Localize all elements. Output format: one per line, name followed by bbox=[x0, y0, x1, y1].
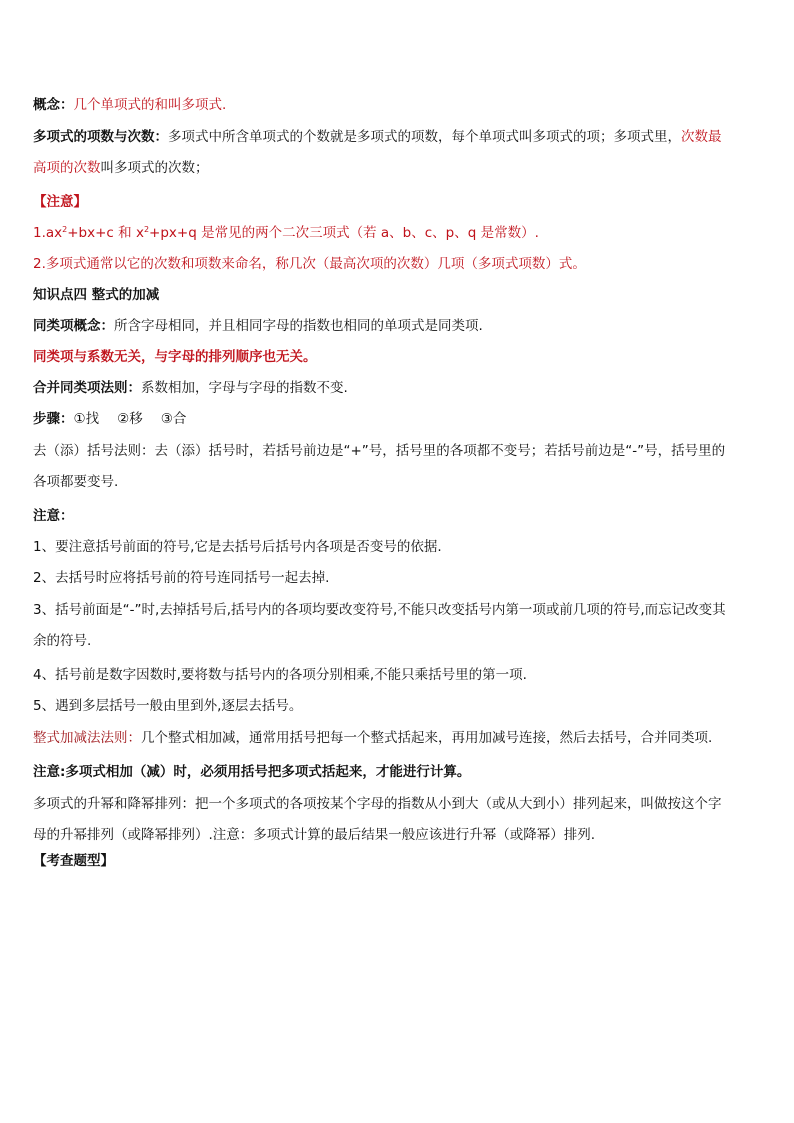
terms-degree-label: 多项式的项数与次数： bbox=[33, 129, 168, 145]
attention-item-4: 4、括号前是数字因数时,要将数与括号内的各项分别相乘,不能只乘括号里的第一项. bbox=[33, 667, 527, 683]
note1-prefix: 1. bbox=[33, 225, 46, 241]
exam-types-header-line bbox=[33, 851, 730, 871]
add-sub-rule-label: 整式加减法法则： bbox=[33, 730, 141, 746]
combine-rule-text: 系数相加，字母与字母的指数不变. bbox=[141, 380, 348, 396]
step-3: ③合 bbox=[160, 411, 187, 427]
like-terms-note: 同类项与系数无关，与字母的排列顺序也无关。 bbox=[33, 349, 317, 365]
note1-and: 和 bbox=[113, 225, 136, 241]
attention-item-3: 3、括号前面是“-”时,去掉括号后,括号内的各项均要改变符号,不能只改变括号内第一项或前几项的符号,而忘记改变其余的符号. bbox=[33, 602, 726, 649]
note-header-line bbox=[33, 192, 730, 212]
note1-expr1-sup: 2 bbox=[62, 225, 68, 234]
attention-item-5: 5、遇到多层括号一般由里到外,逐层去括号。 bbox=[33, 698, 303, 714]
concept-line bbox=[33, 95, 730, 115]
section4-title: 知识点四 整式的加减 bbox=[33, 287, 160, 303]
attention-item-1: 1、要注意括号前面的符号,它是去括号后括号内各项是否变号的依据. bbox=[33, 539, 442, 555]
terms-degree-line bbox=[33, 122, 730, 184]
concept-label: 概念： bbox=[33, 97, 74, 113]
attention-item-2: 2、去括号时应将括号前的符号连同括号一起去掉. bbox=[33, 570, 330, 586]
terms-degree-red-text: 次数最高项的次数 bbox=[33, 129, 722, 176]
like-terms-line bbox=[33, 316, 730, 336]
note1-expr1-b: +bx+c bbox=[67, 225, 114, 241]
note1-text: 是常见的两个二次三项式（若 a、b、c、p、q 是常数）. bbox=[196, 225, 539, 241]
note1-expr2-sup: 2 bbox=[143, 225, 150, 234]
attention-label: 注意： bbox=[33, 508, 74, 524]
add-sub-rule-text: 几个整式相加减，通常用括号把每一个整式括起来，再用加减号连接，然后去括号，合并同类项. bbox=[141, 730, 713, 746]
note-header: 【注意】 bbox=[33, 194, 87, 210]
add-sub-note: 注意:多项式相加（减）时，必须用括号把多项式括起来，才能进行计算。 bbox=[33, 764, 471, 780]
add-sub-rule-line bbox=[33, 723, 730, 754]
steps-line bbox=[33, 409, 730, 429]
step-1: ①找 bbox=[73, 411, 100, 427]
note2-line: 2.多项式通常以它的次数和项数来命名，称几次（最高次项的次数）几项（多项式项数）式。 bbox=[33, 256, 586, 272]
ordering-line: 多项式的升幂和降幂排列：把一个多项式的各项按某个字母的指数从小到大（或从大到小）排列起来，叫做按这个字母的升幂排列（或降幂排列）.注意：多项式计算的最后结果一般应该进行升幂（或降幂）排列. bbox=[33, 796, 722, 843]
like-terms-label: 同类项概念： bbox=[33, 318, 114, 334]
terms-degree-tail: 叫多项式的次数； bbox=[100, 160, 209, 176]
like-terms-text: 所含字母相同，并且相同字母的指数也相同的单项式是同类项. bbox=[114, 318, 483, 334]
concept-text: 几个单项式的和叫多项式. bbox=[73, 97, 227, 113]
note1-expr2-b: +px+q bbox=[149, 225, 197, 241]
note1-expr2-a: x bbox=[135, 225, 144, 241]
step-2: ②移 bbox=[117, 411, 143, 427]
exam-types-header: 【考查题型】 bbox=[33, 853, 114, 869]
combine-rule-line bbox=[33, 378, 730, 398]
terms-degree-text: 多项式中所含单项式的个数就是多项式的项数，每个单项式叫多项式的项；多项式里， bbox=[168, 129, 681, 145]
bracket-rule-line: 去（添）括号法则：去（添）括号时，若括号前边是“+”号，括号里的各项都不变号；若括号前边是“-”号，括号里的各项都要变号. bbox=[33, 443, 726, 490]
note1-expr1-a: ax bbox=[45, 225, 63, 241]
combine-rule-label: 合并同类项法则： bbox=[33, 380, 141, 396]
note1-line bbox=[33, 223, 730, 243]
steps-label: 步骤： bbox=[33, 411, 74, 427]
